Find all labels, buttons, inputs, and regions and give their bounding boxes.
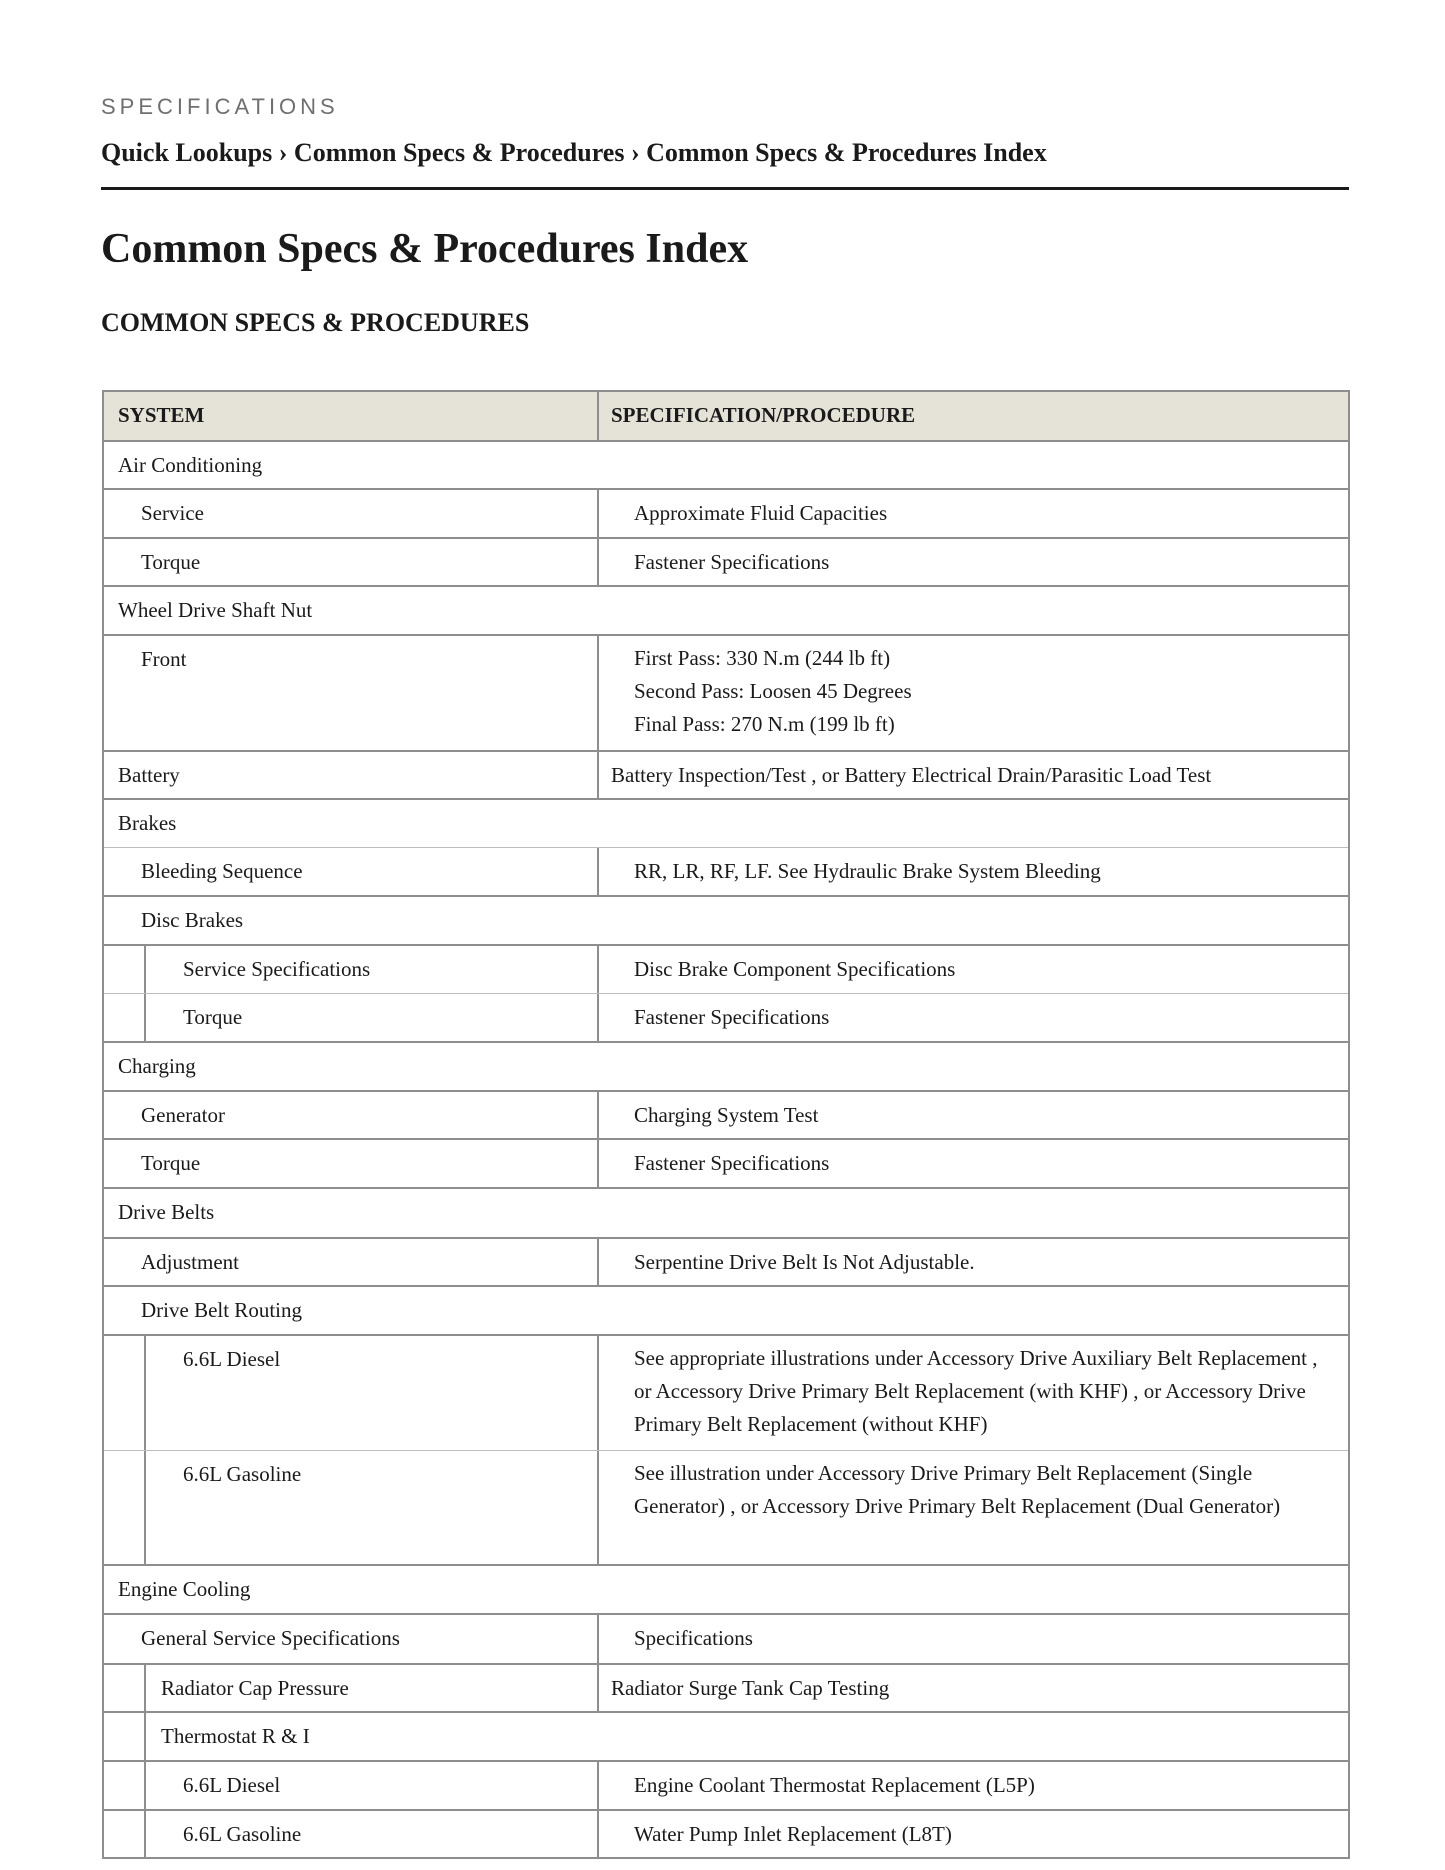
table-row: [104, 1041, 1348, 1090]
table-row: [104, 847, 1348, 895]
table-row: [104, 1285, 1348, 1334]
table-row: [104, 440, 1348, 488]
table-row: [104, 1237, 1348, 1285]
table-row: [104, 1760, 1348, 1809]
table-row: [104, 1663, 1348, 1711]
table-row: [104, 1564, 1348, 1613]
column-divider: [597, 1762, 599, 1809]
spec-cell[interactable]: Approximate Fluid Capacities: [634, 501, 888, 525]
table-row: [104, 1334, 1348, 1450]
system-cell: Radiator Cap Pressure: [161, 1676, 349, 1700]
spec-cell[interactable]: [597, 1451, 1348, 1564]
breadcrumb-quick-lookups[interactable]: Quick Lookups: [101, 138, 273, 167]
system-cell: Wheel Drive Shaft Nut: [118, 598, 313, 622]
system-cell: Bleeding Sequence: [141, 859, 303, 883]
system-cell: Brakes: [118, 811, 177, 835]
breadcrumb-separator: ›: [272, 138, 294, 167]
table-row: [104, 1090, 1348, 1138]
header-divider: [101, 187, 1349, 190]
indent-divider: [144, 994, 146, 1041]
spec-line: See illustration under Accessory Drive Primary Belt Replacement (Single: [634, 1461, 1253, 1485]
table-row: [104, 1809, 1348, 1857]
system-cell: Engine Cooling: [118, 1577, 251, 1601]
indent-divider: [144, 946, 146, 993]
spec-cell[interactable]: Specifications: [634, 1626, 753, 1650]
system-cell: Thermostat R & I: [161, 1724, 310, 1748]
spec-line: Generator) , or Accessory Drive Primary Belt Replacement (Dual Generator): [634, 1494, 1281, 1518]
system-cell: 6.6L Diesel: [183, 1347, 281, 1371]
column-divider: [597, 848, 599, 895]
system-cell: 6.6L Diesel: [183, 1773, 281, 1797]
system-cell: 6.6L Gasoline: [183, 1822, 302, 1846]
column-divider: [597, 1665, 599, 1711]
spec-cell: [597, 636, 1348, 750]
spec-line: See appropriate illustrations under Accessory Drive Auxiliary Belt Replacement ,: [634, 1346, 1318, 1370]
spec-line: Primary Belt Replacement (without KHF): [634, 1412, 988, 1436]
table-row: [104, 488, 1348, 537]
spec-cell[interactable]: Engine Coolant Thermostat Replacement (L5P): [634, 1773, 1035, 1797]
breadcrumb-current-page: Common Specs & Procedures Index: [646, 138, 1047, 167]
system-cell: Torque: [141, 550, 201, 574]
header-spec: SPECIFICATION/PROCEDURE: [611, 403, 916, 427]
table-row: [104, 1450, 1348, 1564]
breadcrumb: [101, 138, 1047, 168]
system-cell: Drive Belt Routing: [141, 1298, 302, 1322]
spec-cell[interactable]: Charging System Test: [634, 1103, 819, 1127]
spec-line: First Pass: 330 N.m (244 lb ft): [634, 646, 891, 670]
system-cell: Disc Brakes: [141, 908, 244, 932]
system-cell: Torque: [183, 1005, 243, 1029]
column-divider: [597, 636, 599, 750]
column-divider: [597, 1092, 599, 1138]
system-cell: Service Specifications: [183, 957, 371, 981]
table-row: [104, 585, 1348, 634]
column-divider: [597, 539, 599, 585]
system-cell: Adjustment: [141, 1250, 239, 1274]
system-cell: Torque: [141, 1151, 201, 1175]
indent-divider: [144, 1811, 146, 1857]
table-row: [104, 634, 1348, 750]
system-cell: Battery: [118, 763, 180, 787]
system-cell: General Service Specifications: [141, 1626, 400, 1650]
indent-divider: [144, 1451, 146, 1564]
table-row: [104, 895, 1348, 944]
section-subtitle: COMMON SPECS & PROCEDURES: [101, 308, 530, 337]
indent-divider: [144, 1665, 146, 1711]
column-divider: [597, 1811, 599, 1857]
column-divider: [597, 1451, 599, 1564]
breadcrumb-common-specs[interactable]: Common Specs & Procedures: [293, 138, 625, 167]
spec-line: or Accessory Drive Primary Belt Replacement (with KHF) , or Accessory Drive: [634, 1379, 1306, 1403]
page-title: Common Specs & Procedures Index: [101, 226, 749, 272]
spec-cell[interactable]: Water Pump Inlet Replacement (L8T): [634, 1822, 952, 1846]
column-divider: [597, 946, 599, 993]
spec-cell[interactable]: Fastener Specifications: [634, 550, 830, 574]
table-row: [104, 1187, 1348, 1237]
indent-divider: [144, 1762, 146, 1809]
table-header-row: [104, 392, 1348, 440]
system-cell: Charging: [118, 1054, 196, 1078]
specs-table: [102, 390, 1350, 1859]
column-divider: [597, 752, 599, 798]
header-system: SYSTEM: [118, 403, 205, 427]
spec-cell[interactable]: [597, 1336, 1348, 1450]
spec-cell[interactable]: RR, LR, RF, LF. See Hydraulic Brake System Bleeding: [634, 859, 1101, 883]
system-cell: Service: [141, 501, 204, 525]
spec-cell: Serpentine Drive Belt Is Not Adjustable.: [634, 1250, 975, 1274]
system-cell: Front: [141, 647, 187, 671]
table-row: [104, 944, 1348, 993]
column-divider: [597, 490, 599, 537]
section-kicker: SPECIFICATIONS: [101, 94, 339, 119]
column-divider: [597, 1615, 599, 1663]
table-row: [104, 750, 1348, 798]
system-cell: Generator: [141, 1103, 225, 1127]
column-divider: [597, 1140, 599, 1187]
table-row: [104, 993, 1348, 1041]
system-cell: Air Conditioning: [118, 453, 263, 477]
spec-cell[interactable]: Fastener Specifications: [634, 1005, 830, 1029]
table-row: [104, 537, 1348, 585]
table-row: [104, 1613, 1348, 1663]
spec-cell[interactable]: Fastener Specifications: [634, 1151, 830, 1175]
column-divider: [597, 392, 599, 440]
table-row: [104, 798, 1348, 847]
system-cell: Drive Belts: [118, 1200, 215, 1224]
breadcrumb-separator: ›: [624, 138, 647, 167]
indent-divider: [144, 1336, 146, 1450]
indent-divider: [144, 1713, 146, 1760]
column-divider: [597, 1336, 599, 1450]
spec-line: Second Pass: Loosen 45 Degrees: [634, 679, 912, 703]
spec-line: Final Pass: 270 N.m (199 lb ft): [634, 712, 895, 736]
system-cell: 6.6L Gasoline: [183, 1462, 302, 1486]
column-divider: [597, 994, 599, 1041]
spec-cell[interactable]: Radiator Surge Tank Cap Testing: [611, 1676, 890, 1700]
table-row: [104, 1138, 1348, 1187]
spec-cell[interactable]: Battery Inspection/Test , or Battery Electrical Drain/Parasitic Load Test: [611, 763, 1212, 787]
spec-cell[interactable]: Disc Brake Component Specifications: [634, 957, 956, 981]
table-row: [104, 1711, 1348, 1760]
column-divider: [597, 1239, 599, 1285]
